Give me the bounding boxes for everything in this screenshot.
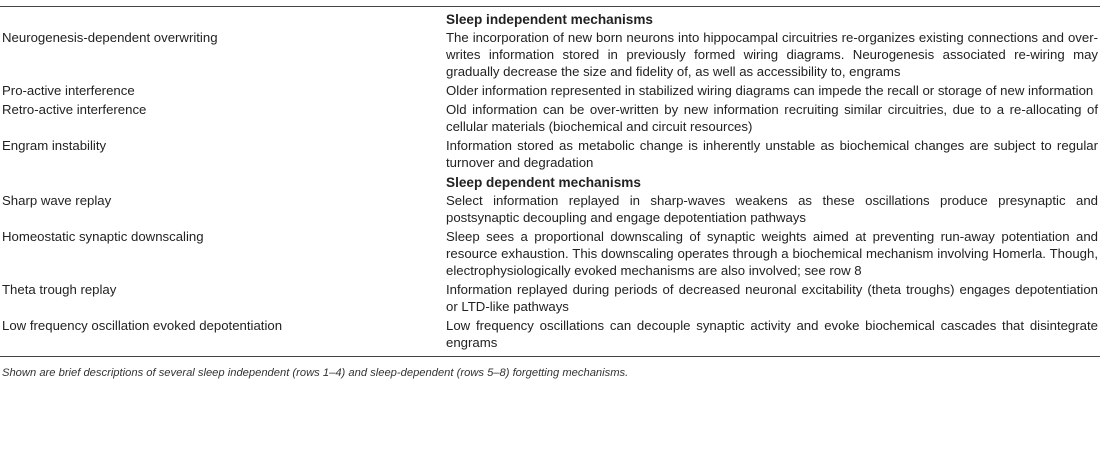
section-heading: Sleep independent mechanisms (446, 12, 653, 27)
mechanisms-table-container (0, 6, 1100, 380)
mechanism-description: Select information replayed in sharp-waves weakens as these oscillations produce presynaptic and postsynaptic decoupling and engage depotentiation pathways (446, 193, 1098, 225)
table-row (0, 137, 1100, 173)
mechanism-name: Pro-active interference (2, 83, 135, 98)
table-footnote: Shown are brief descriptions of several sleep independent (rows 1–4) and sleep-dependent (rows 5–8) forgetting mechanisms. (2, 367, 629, 379)
mechanism-name: Theta trough replay (2, 282, 117, 297)
table-row (0, 228, 1100, 281)
mechanism-name: Retro-active interference (2, 102, 147, 117)
mechanism-name: Homeostatic synaptic downscaling (2, 229, 204, 244)
forgetting-mechanisms-table (0, 7, 1100, 353)
table-bottom-rule (0, 356, 1100, 357)
table-row (0, 192, 1100, 228)
section-heading: Sleep dependent mechanisms (446, 175, 641, 190)
mechanism-name: Engram instability (2, 138, 107, 153)
mechanism-description: Old information can be over-written by new information recruiting similar circuitries, due to a re-allocating of cellular materials (biochemical and circuit resources) (446, 102, 1098, 134)
mechanism-name: Sharp wave replay (2, 193, 112, 208)
section-header-row (0, 7, 1100, 29)
mechanism-name: Neurogenesis-dependent overwriting (2, 30, 218, 45)
mechanism-description: The incorporation of new born neurons into hippocampal circuitries re-organizes existing connections and over-writes information stored in previously formed wiring diagrams. Neurogenesis associated re-wiring may gradually decrease the size and fidelity of, as well as accessibility to, engrams (446, 30, 1098, 79)
table-row (0, 82, 1100, 101)
mechanism-description: Information replayed during periods of decreased neuronal excitability (theta troughs) engages depotentiation or LTD-like pathways (446, 282, 1098, 314)
mechanism-description: Low frequency oscillations can decouple synaptic activity and evoke biochemical cascades that disintegrate engrams (446, 318, 1098, 350)
table-row (0, 317, 1100, 353)
mechanism-description: Older information represented in stabilized wiring diagrams can impede the recall or storage of new information (446, 83, 1094, 98)
table-row (0, 281, 1100, 317)
mechanism-description: Information stored as metabolic change is inherently unstable as biochemical changes are subject to regular turnover and degradation (446, 138, 1098, 170)
table-row (0, 101, 1100, 137)
mechanism-name: Low frequency oscillation evoked depotentiation (2, 318, 283, 333)
section-header-row (0, 173, 1100, 192)
table-row (0, 29, 1100, 82)
mechanism-description: Sleep sees a proportional downscaling of synaptic weights aimed at preventing run-away potentiation and resource exhaustion. This downscaling operates through a biochemical mechanism involving Homerla. Though, electrophysiologically evoked mechanisms are also involved; see row 8 (446, 229, 1098, 278)
